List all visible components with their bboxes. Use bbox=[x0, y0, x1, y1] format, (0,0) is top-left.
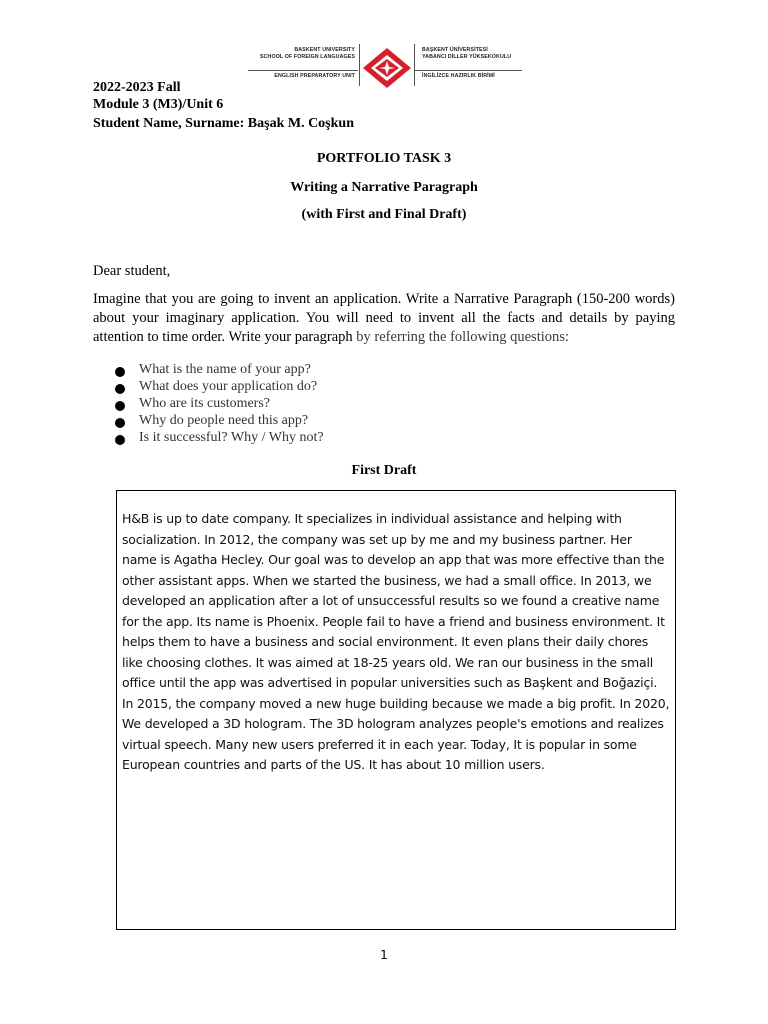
header-divider-right bbox=[414, 70, 522, 71]
header-left-text bbox=[240, 47, 355, 79]
bullet-icon bbox=[115, 401, 125, 411]
instructions-tail: by referring the following questions: bbox=[352, 329, 569, 345]
task-subtitle: Writing a Narrative Paragraph bbox=[290, 180, 478, 195]
page-number: 1 bbox=[380, 948, 388, 962]
list-item bbox=[115, 395, 324, 412]
header-vertical-divider-left bbox=[359, 44, 360, 86]
question-text: What does your application do? bbox=[139, 379, 318, 394]
header-left-sub: ENGLISH PREPARATORY UNIT bbox=[274, 73, 355, 79]
header-right-text bbox=[422, 47, 542, 79]
header-right-sub: İNGİLİZCE HAZIRLIK BİRİMİ bbox=[422, 73, 495, 79]
task-title: PORTFOLIO TASK 3 bbox=[316, 151, 452, 166]
header-divider-left bbox=[248, 70, 358, 71]
header-left-line2: SCHOOL OF FOREIGN LANGUAGES bbox=[259, 54, 355, 60]
module-label: Module 3 (M3)/Unit 6 bbox=[93, 97, 224, 112]
guiding-questions-list bbox=[115, 361, 324, 446]
bullet-icon bbox=[115, 367, 125, 377]
university-logo-icon bbox=[361, 47, 413, 89]
term-label: 2022-2023 Fall bbox=[93, 80, 181, 95]
list-item bbox=[115, 361, 324, 378]
instructions-main: Imagine that you are going to invent an application. Write a Narrative Paragraph (150-200 words) about your imaginary application. You will need to invent all the facts and details by paying attention to time order. Write your paragraph bbox=[93, 291, 675, 345]
first-draft-heading: First Draft bbox=[351, 463, 417, 478]
list-item bbox=[115, 412, 324, 429]
student-name-label: Student Name, Surname: Başak M. Coşkun bbox=[93, 116, 354, 131]
bullet-icon bbox=[115, 384, 125, 394]
instructions-paragraph bbox=[93, 290, 675, 347]
header-right-line1: BAŞKENT ÜNİVERSİTESİ bbox=[422, 47, 488, 53]
bullet-icon bbox=[115, 435, 125, 445]
header-vertical-divider-right bbox=[414, 44, 415, 86]
drafts-note: (with First and Final Draft) bbox=[301, 207, 467, 222]
question-text: Who are its customers? bbox=[139, 396, 271, 411]
question-text: Is it successful? Why / Why not? bbox=[139, 430, 324, 445]
question-text: What is the name of your app? bbox=[139, 362, 311, 377]
list-item bbox=[115, 429, 324, 446]
header-left-line1: BASKENT UNIVERSITY bbox=[294, 47, 355, 53]
list-item bbox=[115, 378, 324, 395]
first-draft-text: H&B is up to date company. It specializes in individual assistance and helping with socialization. In 2012, the company was set up by me and my business partner. Her name is Agatha Hecley. Our goal was to develop an app that was more effective than the other assistant apps. When we started the business, we had a small office. In 2013, we developed an application after a lot of unsuccessful results so we found a creative name for the app. Its name is Phoenix. People fail to have a friend and business environment. It helps them to have a business and social environment. It even plans their daily chores like choosing clothes. It was aimed at 18-25 years old. We ran our business in the small office until the app was advertised in popular universities such as Başkent and Boğaziçi. In 2015, the company moved a new huge building because we made a big profit. In 2020, We developed a 3D hologram. The 3D hologram analyzes people's emotions and realizes virtual speech. Many new users preferred it in each year. Today, It is popular in some European countries and parts of the US. It has about 10 million users. bbox=[122, 511, 670, 772]
greeting: Dear student, bbox=[93, 263, 171, 279]
question-text: Why do people need this app? bbox=[139, 413, 309, 428]
header-right-line2: YABANCI DİLLER YÜKSEKOKULU bbox=[422, 54, 512, 60]
bullet-icon bbox=[115, 418, 125, 428]
